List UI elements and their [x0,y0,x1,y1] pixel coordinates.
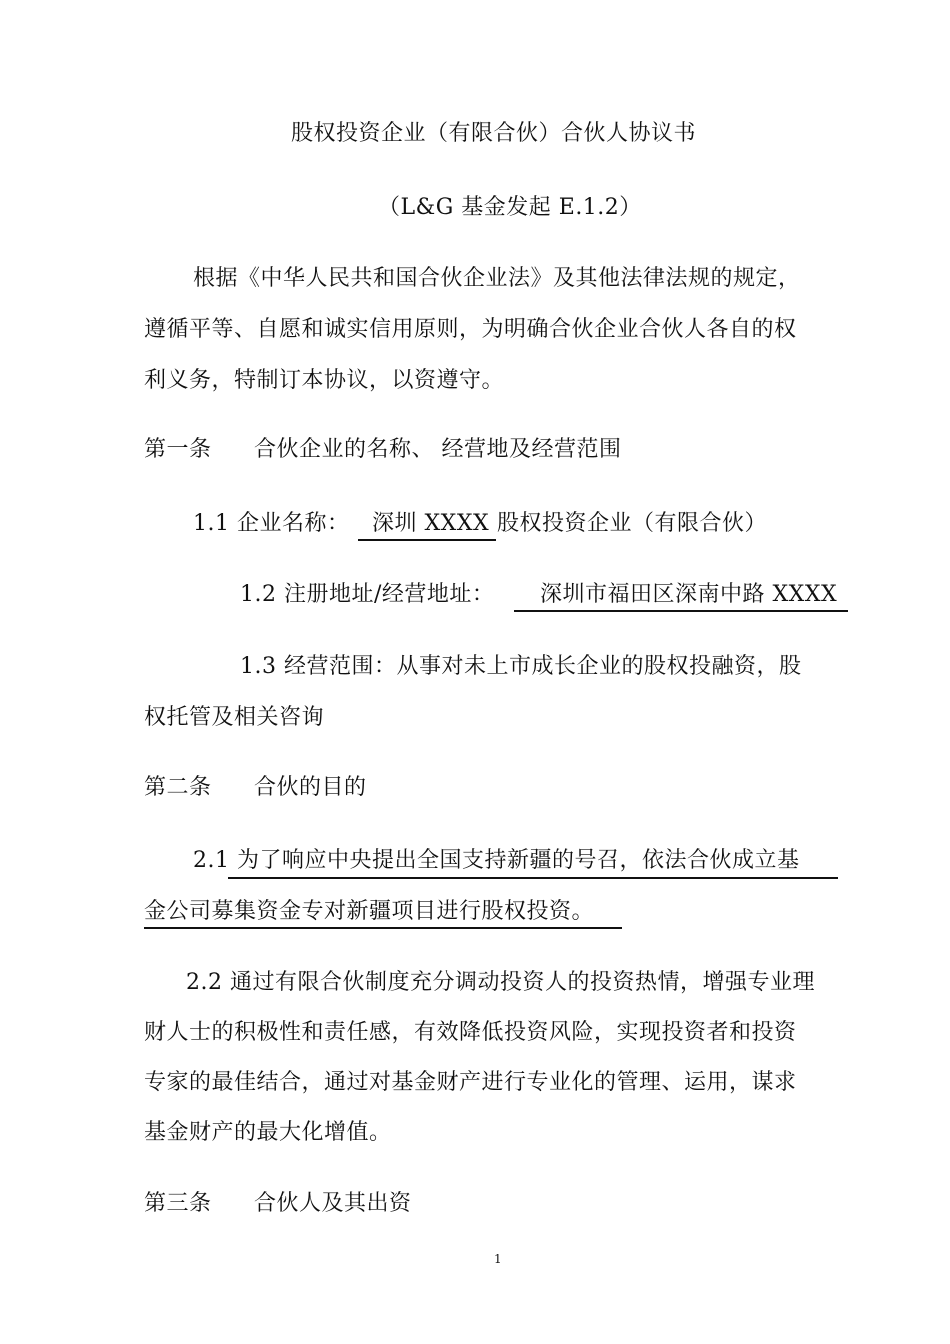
item-1-1-underline [358,539,496,541]
preamble-line-2: 遵循平等、自愿和诚实信用原则，为明确合伙企业合伙人各自的权 [144,317,797,342]
item-1-2-value: 深圳市福田区深南中路 XXXX [540,582,838,607]
item-2-2-line-4: 基金财产的最大化增值。 [144,1120,392,1145]
preamble-line-1: 根据《中华人民共和国合伙企业法》及其他法律法规的规定， [193,266,801,291]
article-1-number: 第一条 [144,437,212,462]
page-number: 1 [494,1252,502,1266]
article-2-number: 第二条 [144,775,212,800]
item-1-2-underline [514,610,848,612]
item-1-3-line-2: 权托管及相关咨询 [144,705,325,730]
item-2-1-line-1: 2.1 为了响应中央提出全国支持新疆的号召，依法合伙成立基 [193,848,800,873]
item-2-2-line-2: 财人士的积极性和责任感，有效降低投资风险，实现投资者和投资 [144,1020,797,1045]
preamble-line-3: 利义务，特制订本协议，以资遵守。 [144,368,505,393]
item-1-1-label: 1.1 企业名称： [193,511,350,536]
article-3-heading: 合伙人及其出资 [254,1191,412,1216]
item-1-3-line-1: 1.3 经营范围：从事对未上市成长企业的股权投融资，股 [240,654,802,679]
article-3-number: 第三条 [144,1191,212,1216]
item-1-2-label: 1.2 注册地址/经营地址： [240,582,495,607]
item-1-1-value: 深圳 XXXX [372,511,490,536]
document-subtitle: （L&G 基金发起 E.1.2） [378,195,642,220]
item-2-2-line-1: 2.2 通过有限合伙制度充分调动投资人的投资热情，增强专业理 [186,970,815,995]
article-2-heading: 合伙的目的 [254,775,367,800]
item-2-1-line-2: 金公司募集资金专对新疆项目进行股权投资。 [144,899,595,924]
item-2-1-underline-2 [144,927,622,929]
document-title: 股权投资企业（有限合伙）合伙人协议书 [291,121,697,146]
item-1-1-suffix: 股权投资企业（有限合伙） [497,511,768,536]
article-1-heading: 合伙企业的名称、 经营地及经营范围 [254,437,622,462]
item-2-1-underline-1 [228,877,838,879]
item-2-2-line-3: 专家的最佳结合，通过对基金财产进行专业化的管理、运用，谋求 [144,1070,797,1095]
